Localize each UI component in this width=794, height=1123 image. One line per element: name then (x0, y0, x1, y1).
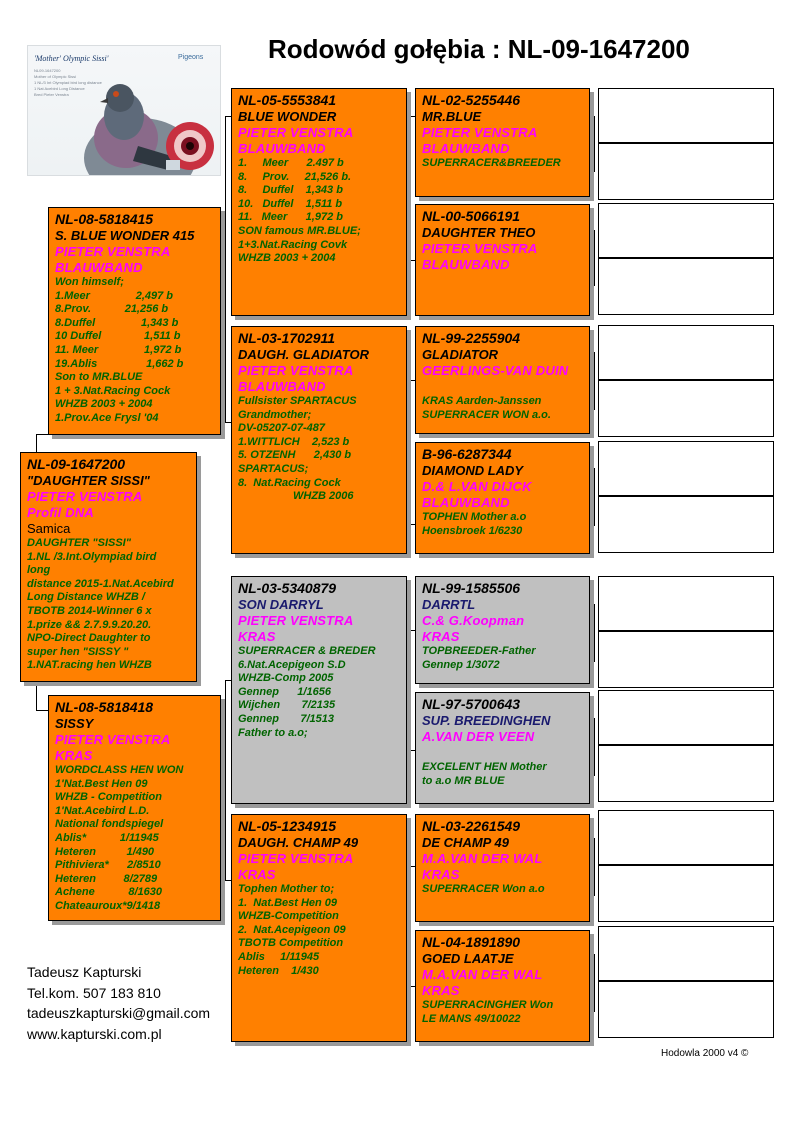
achievement-line: Ablis* 1/11945 (55, 831, 159, 844)
achievement-line: SUPERRACINGHER Won (422, 999, 554, 1011)
achievement-line: TBOTB 2014-Winner 6 x (27, 604, 152, 617)
connector (594, 468, 595, 526)
ring-number: NL-03-2261549 (422, 818, 521, 834)
achievement-line: long (27, 564, 51, 577)
pigeon-name: "DAUGHTER SISSI" (27, 473, 150, 488)
achievement-line: 8.Prov. 21,256 b (55, 303, 169, 316)
pigeon-card-father (48, 207, 221, 435)
achievement-line: Fullsister SPARTACUS (238, 395, 357, 407)
sex: Samica (27, 521, 71, 536)
achievement-line: Father to a.o; (238, 726, 308, 739)
pigeon-card-subject (20, 452, 197, 682)
connector (36, 434, 48, 435)
achievement-line: super hen "SISSY " (27, 645, 129, 658)
contact-email[interactable]: tadeuszkapturski@gmail.com (27, 1005, 211, 1021)
connector (594, 604, 595, 662)
pigeon-card-mmm (415, 930, 590, 1042)
ring-number: NL-99-2255904 (422, 330, 521, 346)
breeder: GEERLINGS-VAN DUIN (422, 363, 569, 378)
achievement-line: 5. OTZENH 2,430 b (238, 449, 352, 462)
achievement-line: 6.Nat.Acepigeon S.D (238, 658, 346, 671)
ring-number: B-96-6287344 (422, 446, 512, 462)
achievements (55, 764, 216, 914)
achievement-line: 1. Nat.Best Hen 09 (238, 896, 338, 909)
empty-ancestor-box (598, 143, 774, 200)
achievement-line: 10 Duffel 1,511 b (55, 330, 181, 343)
achievements (238, 157, 402, 266)
achievement-line: 11. Meer 1,972 b (238, 211, 343, 224)
contact-website[interactable]: www.kapturski.com.pl (27, 1025, 162, 1042)
photo-caption-line: NL09-1647200 (34, 68, 61, 73)
empty-ancestor-box (598, 496, 774, 553)
achievement-line: 1.Meer 2,497 b (55, 289, 173, 302)
achievement-line: Heteren 1/430 (238, 964, 319, 977)
footer-credit: Hodowla 2000 v4 © (661, 1048, 749, 1059)
achievement-line: 8.Duffel 1,343 b (55, 316, 179, 329)
connector (225, 680, 226, 880)
photo-caption-line: Mother of Olympic Sissi (34, 74, 77, 79)
achievement-line: Gennep 7/1513 (238, 712, 334, 725)
pigeon-card-fm (231, 326, 407, 554)
achievements (238, 883, 402, 978)
pigeon-name: DAUGHTER THEO (422, 225, 536, 240)
achievement-line: Tophen Mother to; (238, 883, 335, 895)
achievement-line: 1.WITTLICH 2,523 b (238, 435, 350, 448)
achievement-line: Hoensbroek 1/6230 (422, 524, 523, 537)
ring-number: NL-03-5340879 (238, 580, 337, 596)
ring-number: NL-02-5255446 (422, 92, 521, 108)
empty-ancestor-box (598, 203, 774, 258)
achievement-line: 1'Nat.Acebird L.D. (55, 804, 150, 817)
achievement-line: 1'Nat.Best Hen 09 (55, 777, 148, 790)
achievement-line: 19.Ablis 1,662 b (55, 357, 184, 370)
achievements (27, 537, 192, 673)
connector (594, 352, 595, 410)
empty-ancestor-box (598, 810, 774, 865)
breeder: PIETER VENSTRA (55, 244, 171, 259)
empty-ancestor-box (598, 576, 774, 631)
empty-ancestor-box (598, 631, 774, 688)
achievement-line: WHZB 2003 + 2004 (238, 252, 336, 265)
achievement-line: SUPERRACER WON a.o. (422, 408, 551, 421)
pigeon-card-mmf (415, 814, 590, 922)
photo-caption-line: Bred Pieter Venstra (34, 92, 69, 97)
achievements (422, 157, 585, 171)
color-variety: BLAUWBAND (238, 379, 326, 394)
pigeon-name: DARRTL (422, 597, 476, 612)
photo-caption-line: 1 Nat Acebird Long Distance (34, 86, 85, 91)
achievement-line: 1.NAT.racing hen WHZB (27, 659, 152, 672)
achievement-line: 1. Meer 2.497 b (238, 157, 344, 169)
achievement-line: Heteren 1/490 (55, 845, 155, 858)
pigeon-card-mf (231, 576, 407, 804)
achievement-line: WHZB-Competition (238, 910, 339, 923)
pigeon-name: GOED LAATJE (422, 951, 514, 966)
connector (225, 116, 226, 422)
pigeon-card-mfm (415, 692, 590, 804)
pigeon-image (28, 46, 220, 175)
achievement-line: Heteren 8/2789 (55, 872, 158, 885)
pigeon-card-fmf (415, 326, 590, 434)
contact-name: Tadeusz Kapturski (27, 964, 142, 980)
empty-ancestor-box (598, 88, 774, 143)
color-variety: BLAUWBAND (422, 495, 510, 510)
color-variety: KRAS (238, 629, 276, 644)
achievement-line: Chateauroux*9/1418 (55, 899, 161, 912)
ring-number: NL-97-5700643 (422, 696, 521, 712)
connector (594, 116, 595, 172)
achievement-line: 8. Nat.Racing Cock (238, 476, 341, 489)
color-variety: KRAS (422, 629, 460, 644)
breeder: D.& L.VAN DIJCK (422, 479, 532, 494)
color-variety: KRAS (238, 867, 276, 882)
photo-logo: Pigeons (178, 54, 204, 61)
achievement-line: to a.o MR BLUE (422, 774, 505, 787)
color-variety: KRAS (422, 983, 460, 998)
ring-number: NL-08-5818418 (55, 699, 154, 715)
empty-ancestor-box (598, 865, 774, 922)
pigeon-name: GLADIATOR (422, 347, 499, 362)
achievement-line: SUPERRACER&BREEDER (422, 157, 561, 169)
pigeon-card-ffm (415, 204, 590, 316)
achievement-line: DAUGHTER "SISSI" (27, 537, 131, 549)
pigeon-name: S. BLUE WONDER 415 (55, 228, 195, 243)
pigeon-name: MR.BLUE (422, 109, 482, 124)
achievement-line: WHZB 2003 + 2004 (55, 398, 153, 411)
empty-ancestor-box (598, 981, 774, 1038)
pigeon-name: DE CHAMP 49 (422, 835, 509, 850)
pigeon-name: DAUGH. CHAMP 49 (238, 835, 359, 850)
achievement-line: Pithiviera* 2/8510 (55, 859, 161, 872)
pigeon-name: SISSY (55, 716, 94, 731)
connector (36, 710, 48, 711)
achievement-line: LE MANS 49/10022 (422, 1012, 521, 1025)
achievement-line: WHZB 2006 (238, 490, 354, 503)
achievement-line: KRAS Aarden-Janssen (422, 395, 542, 407)
achievement-line: distance 2015-1.Nat.Acebird (27, 577, 174, 590)
color-variety: BLAUWBAND (422, 257, 510, 272)
breeder: PIETER VENSTRA (55, 732, 171, 747)
empty-ancestor-box (598, 258, 774, 315)
achievement-line: National fondspiegel (55, 818, 164, 831)
achievement-line: 1.NL /3.Int.Olympiad bird (27, 550, 157, 563)
achievements (422, 761, 585, 788)
connector (36, 682, 37, 710)
breeder: A.VAN DER VEEN (422, 729, 535, 744)
achievement-line: 11. Meer 1,972 b (55, 343, 182, 356)
empty-ancestor-box (598, 926, 774, 981)
connector (410, 380, 411, 524)
achievement-line: Gennep 1/1656 (238, 685, 331, 698)
empty-ancestor-box (598, 745, 774, 802)
connector (594, 230, 595, 286)
pigeon-name: SON DARRYL (238, 597, 324, 612)
achievement-line: WORDCLASS HEN WON (55, 764, 184, 776)
connector (594, 718, 595, 776)
achievement-line: WHZB - Competition (55, 791, 162, 804)
contact-block (27, 962, 210, 1044)
achievement-line: Ablis 1/11945 (238, 950, 320, 963)
ring-number: NL-00-5066191 (422, 208, 521, 224)
achievement-line: TOPBREEDER-Father (422, 645, 536, 657)
achievement-line: Grandmother; (238, 408, 312, 421)
empty-ancestor-box (598, 380, 774, 437)
empty-ancestor-box (598, 441, 774, 496)
achievement-line: 10. Duffel 1,511 b (238, 197, 343, 210)
pigeon-name: DIAMOND LADY (422, 463, 524, 478)
ring-number: NL-09-1647200 (27, 456, 126, 472)
pigeon-card-fmm (415, 442, 590, 554)
page-title: Rodowód gołębia : NL-09-1647200 (268, 34, 690, 64)
ring-number: NL-08-5818415 (55, 211, 154, 227)
empty-ancestor-box (598, 690, 774, 745)
achievement-line: Won himself; (55, 276, 124, 288)
achievement-line: Wijchen 7/2135 (238, 699, 336, 712)
pigeon-photo-card (27, 45, 221, 176)
breeder: M.A.VAN DER WAL (422, 967, 543, 982)
breeder: PIETER VENSTRA (238, 363, 354, 378)
color-variety: BLAUWBAND (238, 141, 326, 156)
breeder: PIETER VENSTRA (238, 125, 354, 140)
achievement-line: DV-05207-07-487 (238, 422, 326, 435)
color-variety: Profil DNA (27, 505, 94, 520)
breeder: PIETER VENSTRA (238, 613, 354, 628)
achievements (238, 395, 402, 504)
achievement-line: Achene 8/1630 (55, 886, 162, 899)
breeder: PIETER VENSTRA (422, 241, 538, 256)
achievements (238, 645, 402, 740)
color-variety: BLAUWBAND (55, 260, 143, 275)
achievements (422, 395, 585, 422)
breeder: PIETER VENSTRA (422, 125, 538, 140)
achievement-line: SON famous MR.BLUE; (238, 224, 361, 237)
ring-number: NL-04-1891890 (422, 934, 521, 950)
achievement-line: 1.prize && 2.7.9.9.20.20. (27, 618, 152, 631)
achievements (55, 276, 216, 426)
breeder: PIETER VENSTRA (27, 489, 143, 504)
achievement-line: SPARTACUS; (238, 462, 309, 475)
color-variety: KRAS (422, 867, 460, 882)
breeder: C.& G.Koopman (422, 613, 525, 628)
ring-number: NL-03-1702911 (238, 330, 336, 346)
achievements (422, 999, 585, 1026)
contact-phone: Tel.kom. 507 183 810 (27, 984, 161, 1001)
breeder: M.A.VAN DER WAL (422, 851, 543, 866)
achievement-line: SUPERRACER & BREDER (238, 645, 376, 657)
pigeon-card-mother (48, 695, 221, 921)
ring-number: NL-99-1585506 (422, 580, 521, 596)
achievement-line: TBOTB Competition (238, 937, 344, 950)
achievement-line: 8. Prov. 21,526 b. (238, 170, 352, 183)
achievements (422, 645, 585, 672)
color-variety: BLAUWBAND (422, 141, 510, 156)
achievement-line: TOPHEN Mother a.o (422, 511, 527, 523)
pigeon-name: DAUGH. GLADIATOR (238, 347, 369, 362)
connector (594, 838, 595, 896)
pigeon-name: BLUE WONDER (238, 109, 337, 124)
pigeon-card-mff (415, 576, 590, 684)
achievement-line: NPO-Direct Daughter to (27, 632, 151, 645)
achievement-line: Long Distance WHZB / (27, 591, 145, 604)
achievement-line: 1.Prov.Ace Frysl '04 (55, 411, 159, 424)
pigeon-card-fff (415, 88, 590, 197)
achievements (422, 511, 585, 538)
photo-heading: 'Mother' Olympic Sissi' (34, 54, 109, 63)
ring-number: NL-05-1234915 (238, 818, 337, 834)
ring-number: NL-05-5553841 (238, 92, 337, 108)
connector (594, 954, 595, 1012)
photo-caption-line: 1 NL/3 Int Olympiad bird long distance (34, 80, 102, 85)
achievement-line: SUPERRACER Won a.o (422, 883, 545, 895)
achievement-line: WHZB-Comp 2005 (238, 672, 334, 685)
pigeon-card-mm (231, 814, 407, 1042)
pigeon-name: SUP. BREEDINGHEN (422, 713, 551, 728)
achievement-line: 1 + 3.Nat.Racing Cock (55, 384, 171, 397)
empty-ancestor-box (598, 325, 774, 380)
achievement-line: Gennep 1/3072 (422, 658, 500, 671)
breeder: PIETER VENSTRA (238, 851, 354, 866)
connector (410, 116, 411, 260)
achievement-line: 2. Nat.Acepigeon 09 (238, 923, 346, 936)
achievements (422, 883, 585, 897)
color-variety: KRAS (55, 748, 93, 763)
pigeon-card-ff (231, 88, 407, 316)
achievement-line: 8. Duffel 1,343 b (238, 184, 343, 197)
achievement-line: Son to MR.BLUE (55, 371, 143, 384)
achievement-line: 1+3.Nat.Racing Covk (238, 238, 348, 251)
achievement-line: EXCELENT HEN Mother (422, 761, 547, 773)
